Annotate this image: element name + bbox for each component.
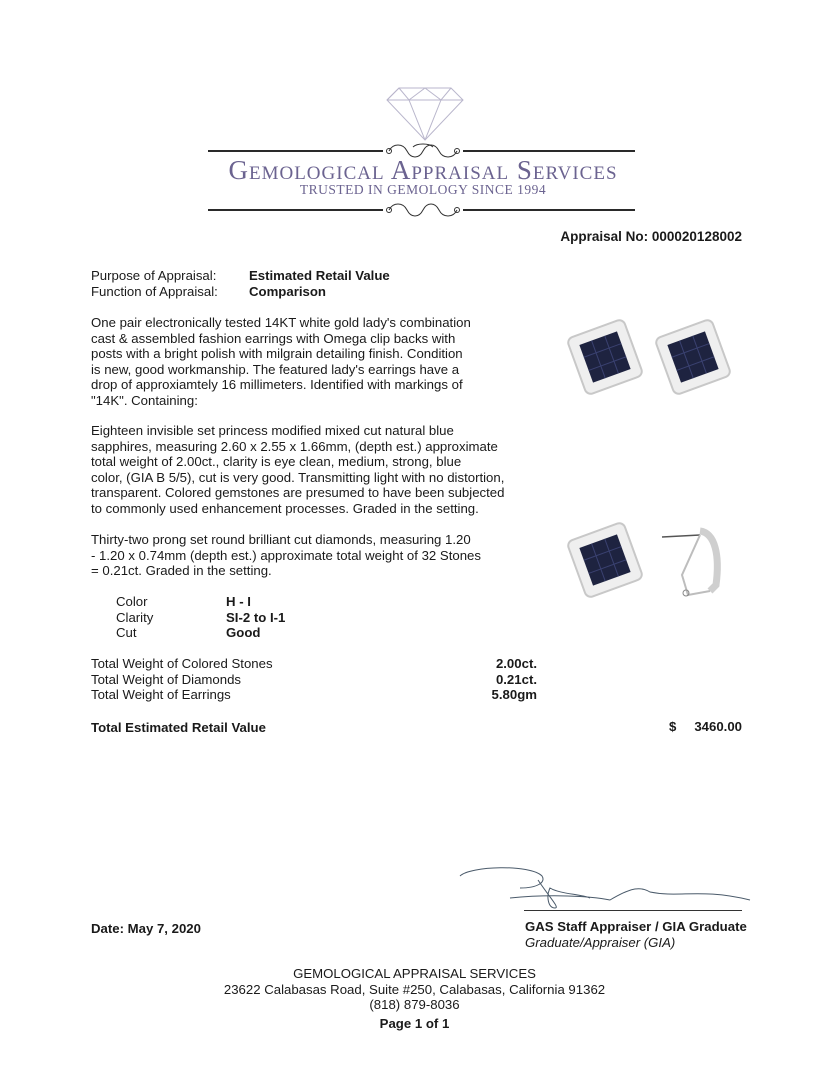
- description-line: One pair electronically tested 14KT white gold lady's combination: [91, 315, 471, 330]
- retail-value-label: Total Estimated Retail Value: [91, 720, 266, 735]
- company-tagline: TRUSTED IN GEMOLOGY SINCE 1994: [299, 182, 547, 197]
- description-line: posts with a bright polish with milgrain detailing finish. Condition: [91, 346, 463, 362]
- purpose-label: Purpose of Appraisal:: [91, 268, 217, 283]
- totals-value: 2.00ct.: [495, 656, 537, 671]
- description-line: transparent. Colored gemstones are presumed to have been subjected: [91, 485, 505, 501]
- description-line: sapphires, measuring 2.60 x 2.55 x 1.66mm, (depth est.) approximate: [91, 438, 498, 454]
- totals-row: [91, 672, 537, 688]
- scroll-flourish-icon: [383, 200, 463, 220]
- grading-label: Cut: [116, 625, 137, 641]
- earring-side-clip-photo: [660, 525, 730, 600]
- description-line: Eighteen invisible set princess modified mixed cut natural blue: [91, 423, 454, 438]
- company-name: Gemological Appraisal Services: [228, 155, 618, 185]
- logo-bottom-rule-right: [463, 209, 635, 211]
- signer-subtitle: Graduate/Appraiser (GIA): [525, 935, 676, 950]
- grading-label: Color: [116, 594, 148, 609]
- description-line: to commonly used enhancement processes. Graded in the setting.: [91, 500, 479, 516]
- description-line: - 1.20 x 0.74mm (depth est.) approximate total weight of 32 Stones: [91, 547, 481, 563]
- description-line: is new, good workmanship. The featured lady's earrings have a: [91, 361, 460, 377]
- signature: [450, 858, 760, 913]
- appraisal-number: Appraisal No: 000020128002: [560, 229, 742, 244]
- totals-label: Total Weight of Earrings: [91, 687, 231, 703]
- description-line: Thirty-two prong set round brilliant cut diamonds, measuring 1.20: [91, 532, 471, 547]
- grading-value: Good: [226, 625, 261, 641]
- purpose-value: Estimated Retail Value: [249, 268, 390, 283]
- function-value: Comparison: [249, 284, 326, 299]
- grading-row: [116, 594, 376, 610]
- totals-label: Total Weight of Colored Stones: [91, 656, 273, 671]
- diamond-description: [91, 532, 541, 579]
- logo-bottom-rule-left: [208, 209, 383, 211]
- totals-label: Total Weight of Diamonds: [91, 671, 242, 687]
- totals-value: 5.80gm: [491, 687, 537, 703]
- logo-top-rule-right: [463, 150, 635, 152]
- earrings-front-pair-photo: [560, 315, 740, 400]
- appraisal-date: Date: May 7, 2020: [91, 921, 201, 936]
- totals-value: 0.21ct.: [495, 671, 537, 687]
- retail-amount: 3460.00: [694, 719, 742, 734]
- description-line: color, (GIA B 5/5), cut is very good. Transmitting light with no distortion,: [91, 469, 505, 485]
- grading-row: [116, 610, 376, 626]
- footer-phone: (818) 879-8036: [369, 997, 460, 1013]
- retail-currency: $: [669, 719, 677, 734]
- page-number: Page 1 of 1: [379, 1015, 450, 1031]
- grading-label: Clarity: [116, 609, 154, 625]
- earring-front-photo: [565, 520, 650, 600]
- signature-line: [524, 910, 742, 911]
- grading-value: H - I: [226, 594, 251, 609]
- item-description: [91, 315, 531, 409]
- totals-row: [91, 687, 537, 703]
- totals-row: [91, 656, 537, 672]
- description-line: cast & assembled fashion earrings with Omega clip backs with: [91, 330, 456, 346]
- grading-table: [116, 594, 376, 641]
- description-line: = 0.21ct. Graded in the setting.: [91, 563, 272, 579]
- grading-value: SI-2 to I-1: [226, 609, 286, 625]
- sapphire-description: [91, 423, 541, 517]
- footer-block: [0, 966, 829, 1031]
- signer-title: GAS Staff Appraiser / GIA Graduate: [525, 919, 747, 934]
- totals-table: [91, 656, 537, 703]
- description-line: drop of approxiamtely 16 millimeters. Identified with markings of: [91, 377, 463, 393]
- grading-row: [116, 625, 376, 641]
- description-line: total weight of 2.00ct., clarity is eye clean, medium, strong, blue: [91, 454, 462, 470]
- footer-address: 23622 Calabasas Road, Suite #250, Calabasas, California 91362: [223, 981, 606, 997]
- function-label: Function of Appraisal:: [91, 284, 218, 299]
- description-line: "14K". Containing:: [91, 392, 198, 408]
- logo-diamond-icon: [385, 84, 465, 144]
- logo-top-rule-left: [208, 150, 383, 152]
- footer-company: GEMOLOGICAL APPRAISAL SERVICES: [293, 966, 536, 981]
